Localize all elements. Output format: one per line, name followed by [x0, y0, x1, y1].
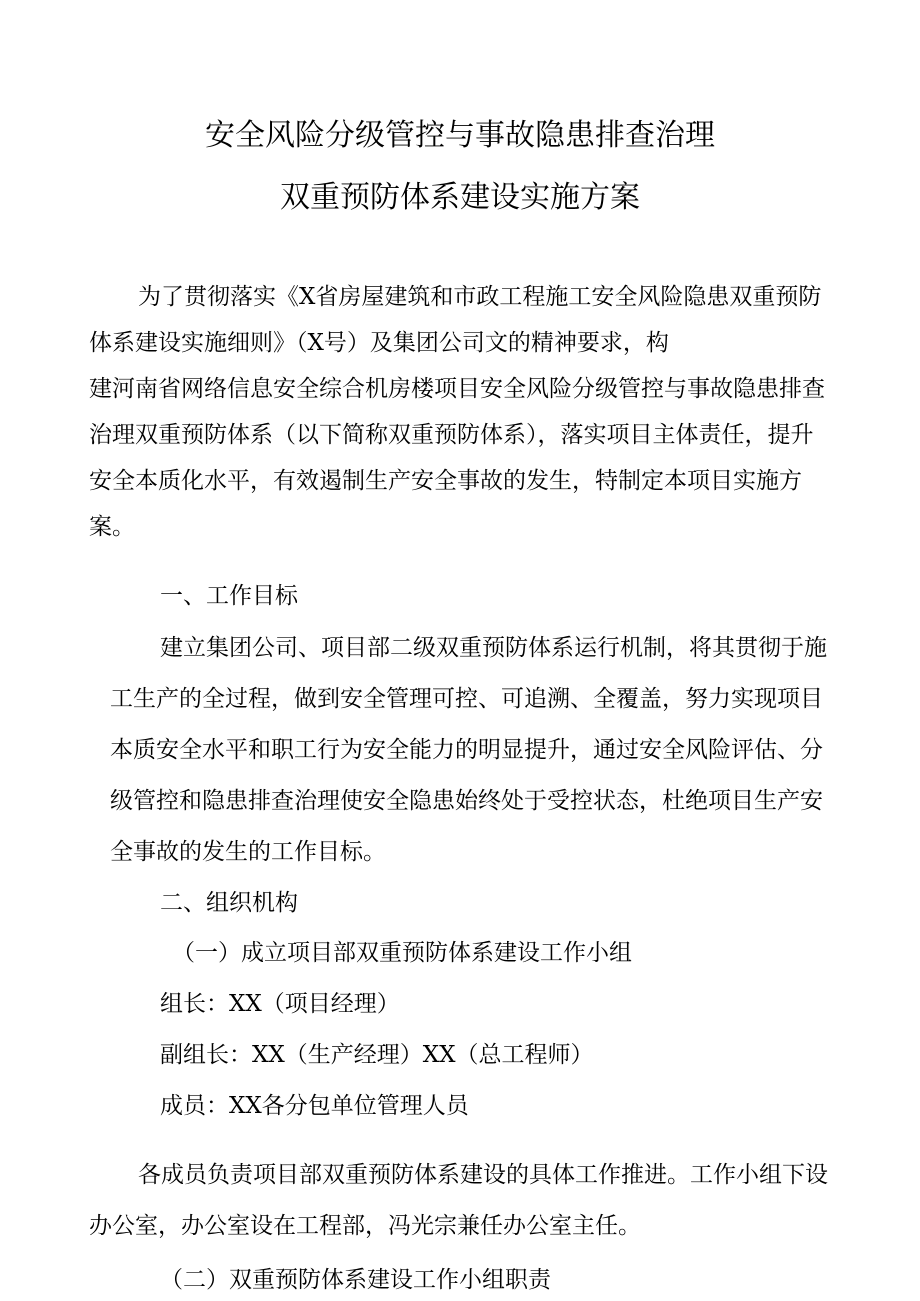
subsection-heading-working-group: （一）成立项目部双重预防体系建设工作小组 [172, 940, 632, 966]
intro-line: 安全本质化水平，有效遏制生产安全事故的发生，特制定本项目实施方 [89, 468, 802, 494]
goals-line: 本质安全水平和职工行为安全能力的明显提升，通过安全风险评估、分 [110, 737, 823, 763]
group-leader: 组长：XX（项目经理） [160, 991, 400, 1017]
office-line: 各成员负责项目部双重预防体系建设的具体工作推进。工作小组下设 [138, 1162, 828, 1188]
goals-line: 级管控和隐患排查治理使安全隐患始终处于受控状态，杜绝项目生产安 [110, 788, 823, 814]
intro-line: 体系建设实施细则》（X号）及集团公司文的精神要求，构 [89, 330, 669, 356]
goals-line: 工生产的全过程，做到安全管理可控、可追溯、全覆盖，努力实现项目 [110, 686, 823, 712]
intro-line: 建河南省网络信息安全综合机房楼项目安全风险分级管控与事故隐患排查 [89, 376, 825, 402]
document-title-line-2: 双重预防体系建设实施方案 [280, 180, 640, 215]
section-heading-organization: 二、组织机构 [160, 890, 298, 916]
deputy-group-leader: 副组长：XX（生产经理）XX（总工程师） [160, 1042, 594, 1068]
subsection-heading-responsibilities: （二）双重预防体系建设工作小组职责 [160, 1267, 551, 1293]
intro-line: 案。 [89, 514, 135, 540]
goals-line: 建立集团公司、项目部二级双重预防体系运行机制，将其贯彻于施 [160, 635, 827, 661]
document-title-line-1: 安全风险分级管控与事故隐患排查治理 [205, 118, 715, 153]
office-line: 办公室，办公室设在工程部，冯光宗兼任办公室主任。 [89, 1213, 641, 1239]
intro-line: 治理双重预防体系（以下简称双重预防体系），落实项目主体责任，提升 [89, 422, 814, 448]
group-members: 成员：XX各分包单位管理人员 [160, 1093, 469, 1119]
goals-line: 全事故的发生的工作目标。 [110, 839, 386, 865]
intro-line: 为了贯彻落实《X省房屋建筑和市政工程施工安全风险隐患双重预防 [138, 284, 822, 310]
section-heading-goals: 一、工作目标 [160, 583, 298, 609]
